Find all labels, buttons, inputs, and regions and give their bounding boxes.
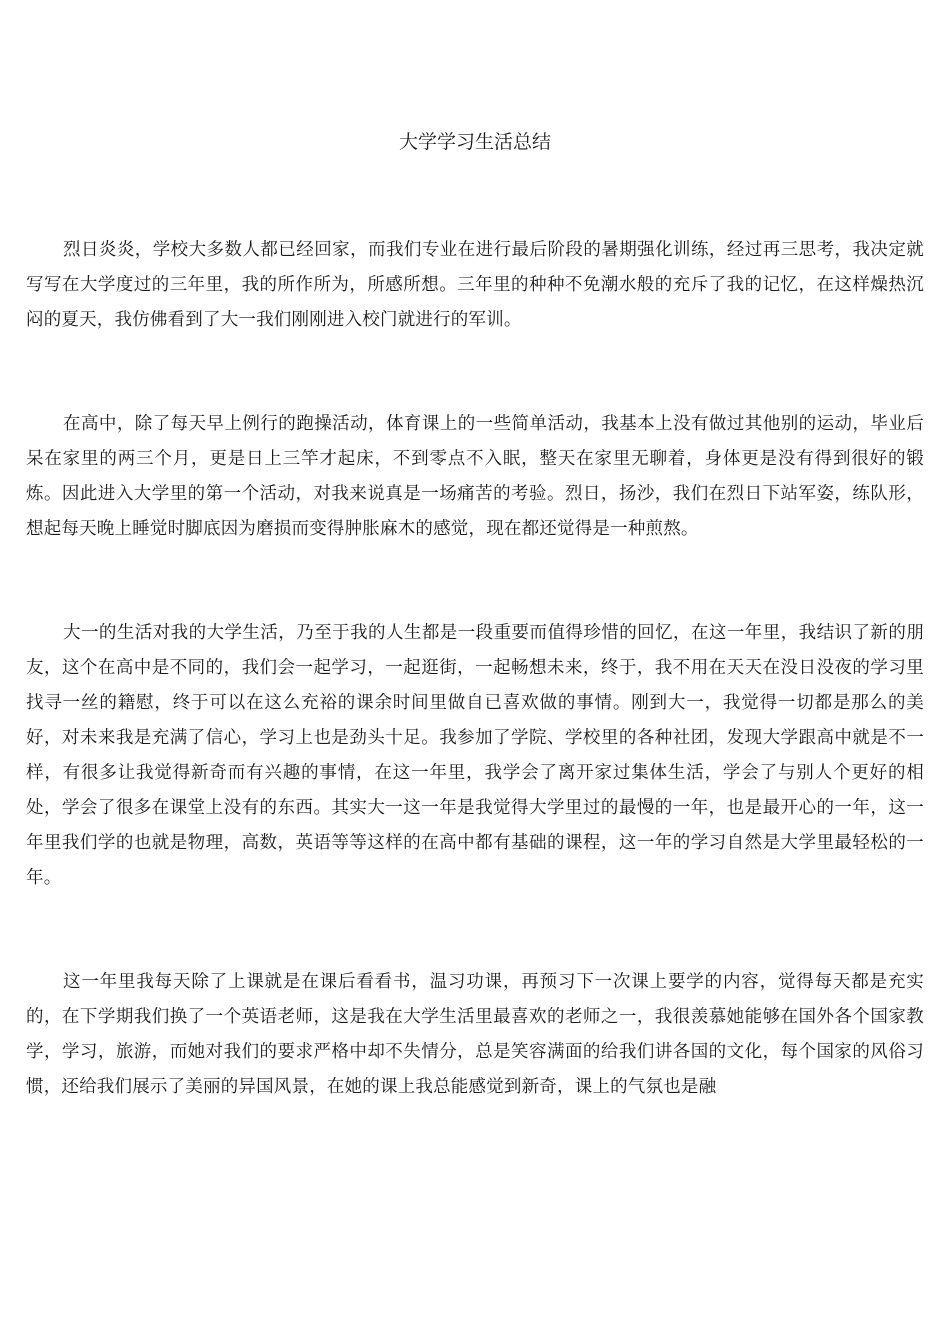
paragraph-2: 在高中，除了每天早上例行的跑操活动，体育课上的一些简单活动，我基本上没有做过其他别的运动，毕业后呆在家里的两三个月，更是日上三竿才起床，不到零点不入眠，整天在家里无聊着，身体更是没有得到很好的锻炼。因此进入大学里的第一个活动，对我来说真是一场痛苦的考验。烈日，扬沙，我们在烈日下站军姿，练队形，想起每天晚上睡觉时脚底因为磨损而变得肿胀麻木的感觉，现在都还觉得是一种煎熬。: [26, 414, 924, 539]
paragraph-4: 这一年里我每天除了上课就是在课后看看书，温习功课，再预习下一次课上要学的内容，觉得每天都是充实的，在下学期我们换了一个英语老师，这是我在大学生活里最喜欢的老师之一，我很羡慕她能够在国外各个国家教学，学习，旅游，而她对我们的要求严格中却不失情分，总是笑容满面的给我们讲各国的文化，每个国家的风俗习惯，还给我们展示了美丽的异国风景，在她的课上我总能感觉到新奇，课上的气氛也是融: [26, 972, 924, 1097]
document-title: 大学学习生活总结: [398, 131, 551, 153]
paragraph-3: 大一的生活对我的大学生活，乃至于我的人生都是一段重要而值得珍惜的回忆，在这一年里，我结识了新的朋友，这个在高中是不同的，我们会一起学习，一起逛街，一起畅想未来，终于，我不用在天天在没日没夜的学习里找寻一丝的籍慰，终于可以在这么充裕的课余时间里做自已喜欢做的事情。刚到大一，我觉得一切都是那么的美好，对未来我是充满了信心，学习上也是劲头十足。我参加了学院、学校里的各种社团，发现大学跟高中就是不一样，有很多让我觉得新奇而有兴趣的事情，在这一年里，我学会了离开家过集体生活，学会了与别人个更好的相处，学会了很多在课堂上没有的东西。其实大一这一年是我觉得大学里过的最慢的一年，也是最开心的一年，这一年里我们学的也就是物理，高数，英语等等这样的在高中都有基础的课程，这一年的学习自然是大学里最轻松的一年。: [26, 623, 924, 888]
document-body: [26, 233, 924, 1174]
paragraph-1: 烈日炎炎，学校大多数人都已经回家，而我们专业在进行最后阶段的暑期强化训练，经过再三思考，我决定就写写在大学度过的三年里，我的所作所为，所感所想。三年里的种种不免潮水般的充斥了我的记忆，在这样燥热沉闷的夏天，我仿佛看到了大一我们刚刚进入校门就进行的军训。: [26, 240, 924, 330]
